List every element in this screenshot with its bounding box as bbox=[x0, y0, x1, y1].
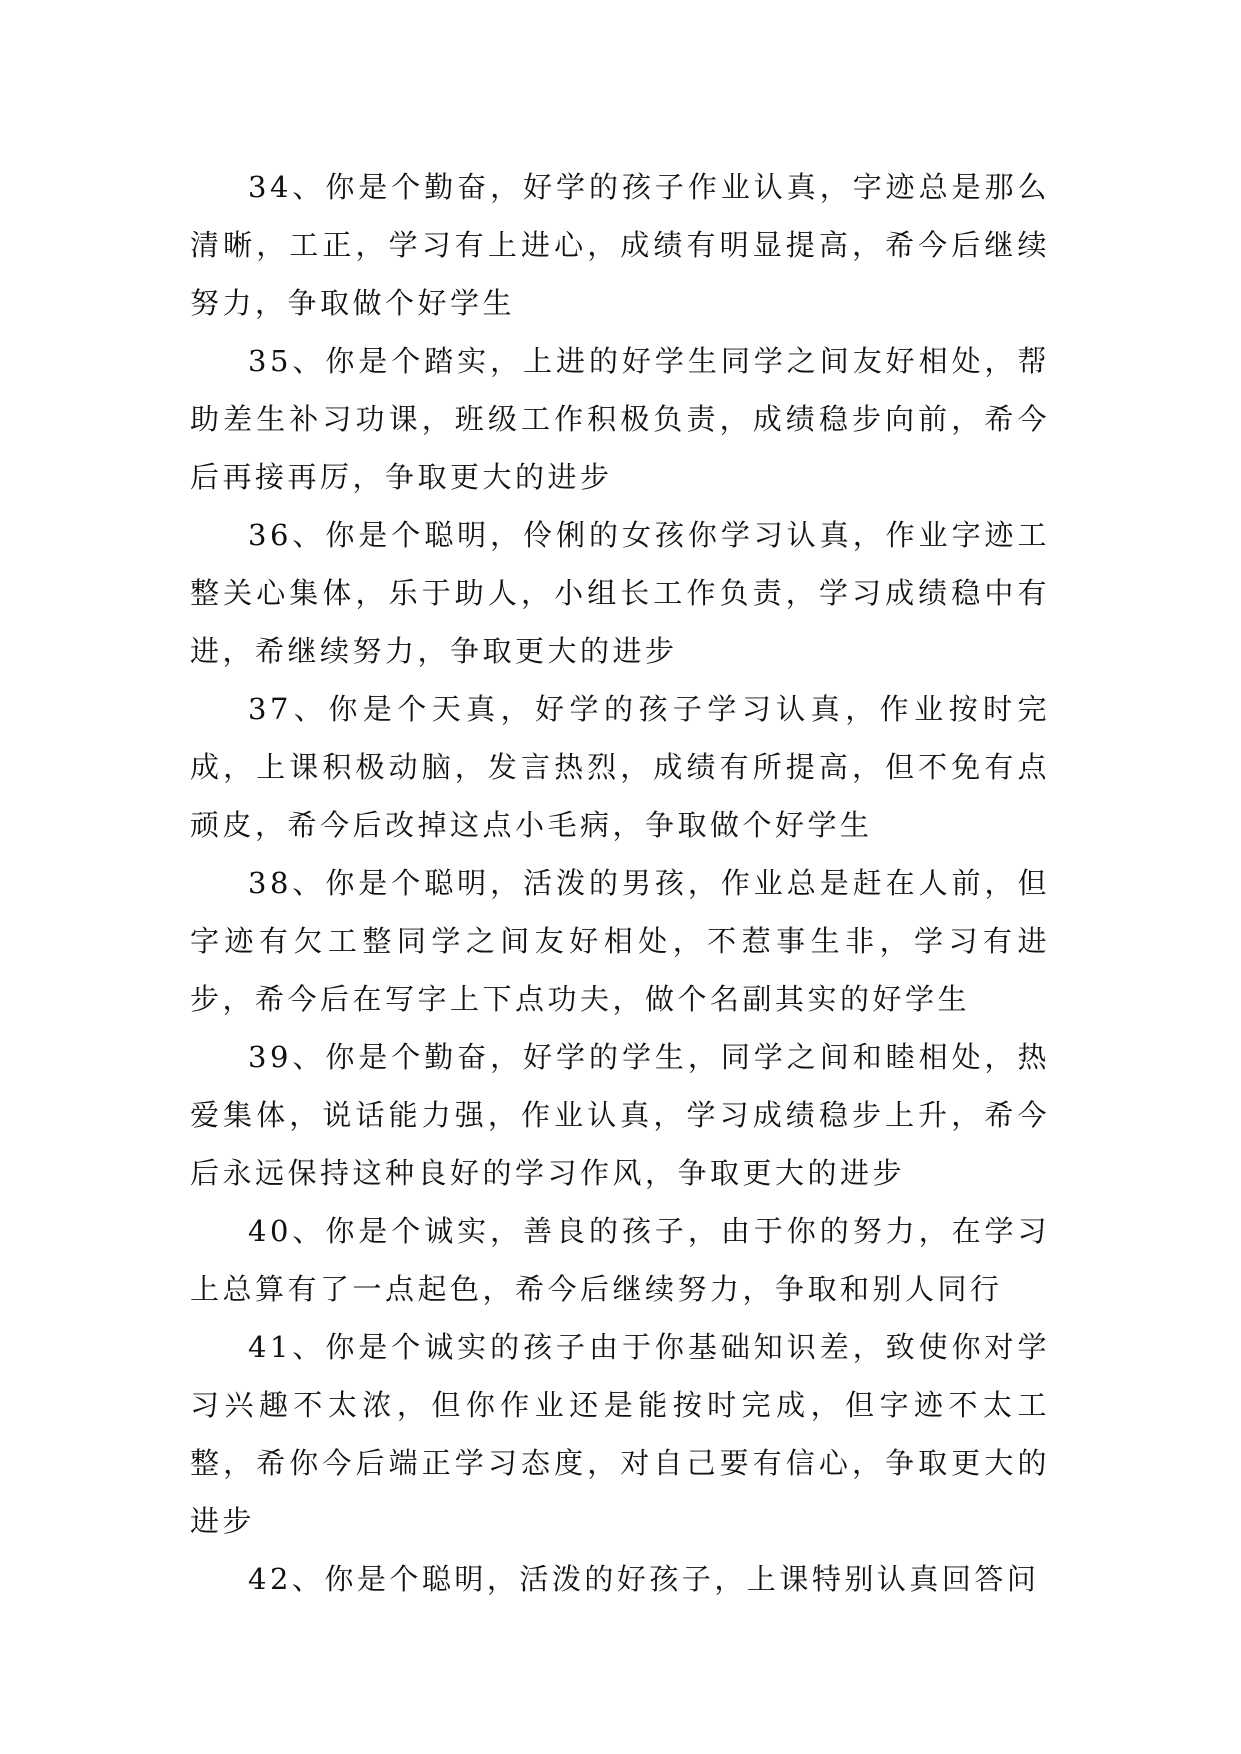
paragraph-38: 38、你是个聪明，活泼的男孩，作业总是赶在人前，但字迹有欠工整同学之间友好相处，不惹事生非，学习有进步，希今后在写字上下点功夫，做个名副其实的好学生 bbox=[190, 866, 1050, 1016]
paragraph-42: 42、你是个聪明，活泼的好孩子，上课特别认真回答问 bbox=[248, 1562, 1040, 1596]
paragraph-34: 34、你是个勤奋，好学的孩子作业认真，字迹总是那么清晰，工正，学习有上进心，成绩有明显提高，希今后继续努力，争取做个好学生 bbox=[190, 170, 1050, 320]
document-body bbox=[190, 158, 1050, 1608]
paragraph-41: 41、你是个诚实的孩子由于你基础知识差，致使你对学习兴趣不太浓，但你作业还是能按时完成，但字迹不太工整，希你今后端正学习态度，对自己要有信心，争取更大的进步 bbox=[190, 1330, 1050, 1538]
paragraph-36: 36、你是个聪明，伶俐的女孩你学习认真，作业字迹工整关心集体，乐于助人，小组长工作负责，学习成绩稳中有进，希继续努力，争取更大的进步 bbox=[190, 518, 1050, 668]
paragraph-35: 35、你是个踏实，上进的好学生同学之间友好相处，帮助差生补习功课，班级工作积极负责，成绩稳步向前，希今后再接再厉，争取更大的进步 bbox=[190, 344, 1050, 494]
paragraph-37: 37、你是个天真，好学的孩子学习认真，作业按时完成，上课积极动脑，发言热烈，成绩有所提高，但不免有点顽皮，希今后改掉这点小毛病，争取做个好学生 bbox=[190, 692, 1050, 842]
paragraph-39: 39、你是个勤奋，好学的学生，同学之间和睦相处，热爱集体，说话能力强，作业认真，学习成绩稳步上升，希今后永远保持这种良好的学习作风，争取更大的进步 bbox=[190, 1040, 1050, 1190]
paragraph-40: 40、你是个诚实，善良的孩子，由于你的努力，在学习上总算有了一点起色，希今后继续努力，争取和别人同行 bbox=[190, 1214, 1050, 1306]
